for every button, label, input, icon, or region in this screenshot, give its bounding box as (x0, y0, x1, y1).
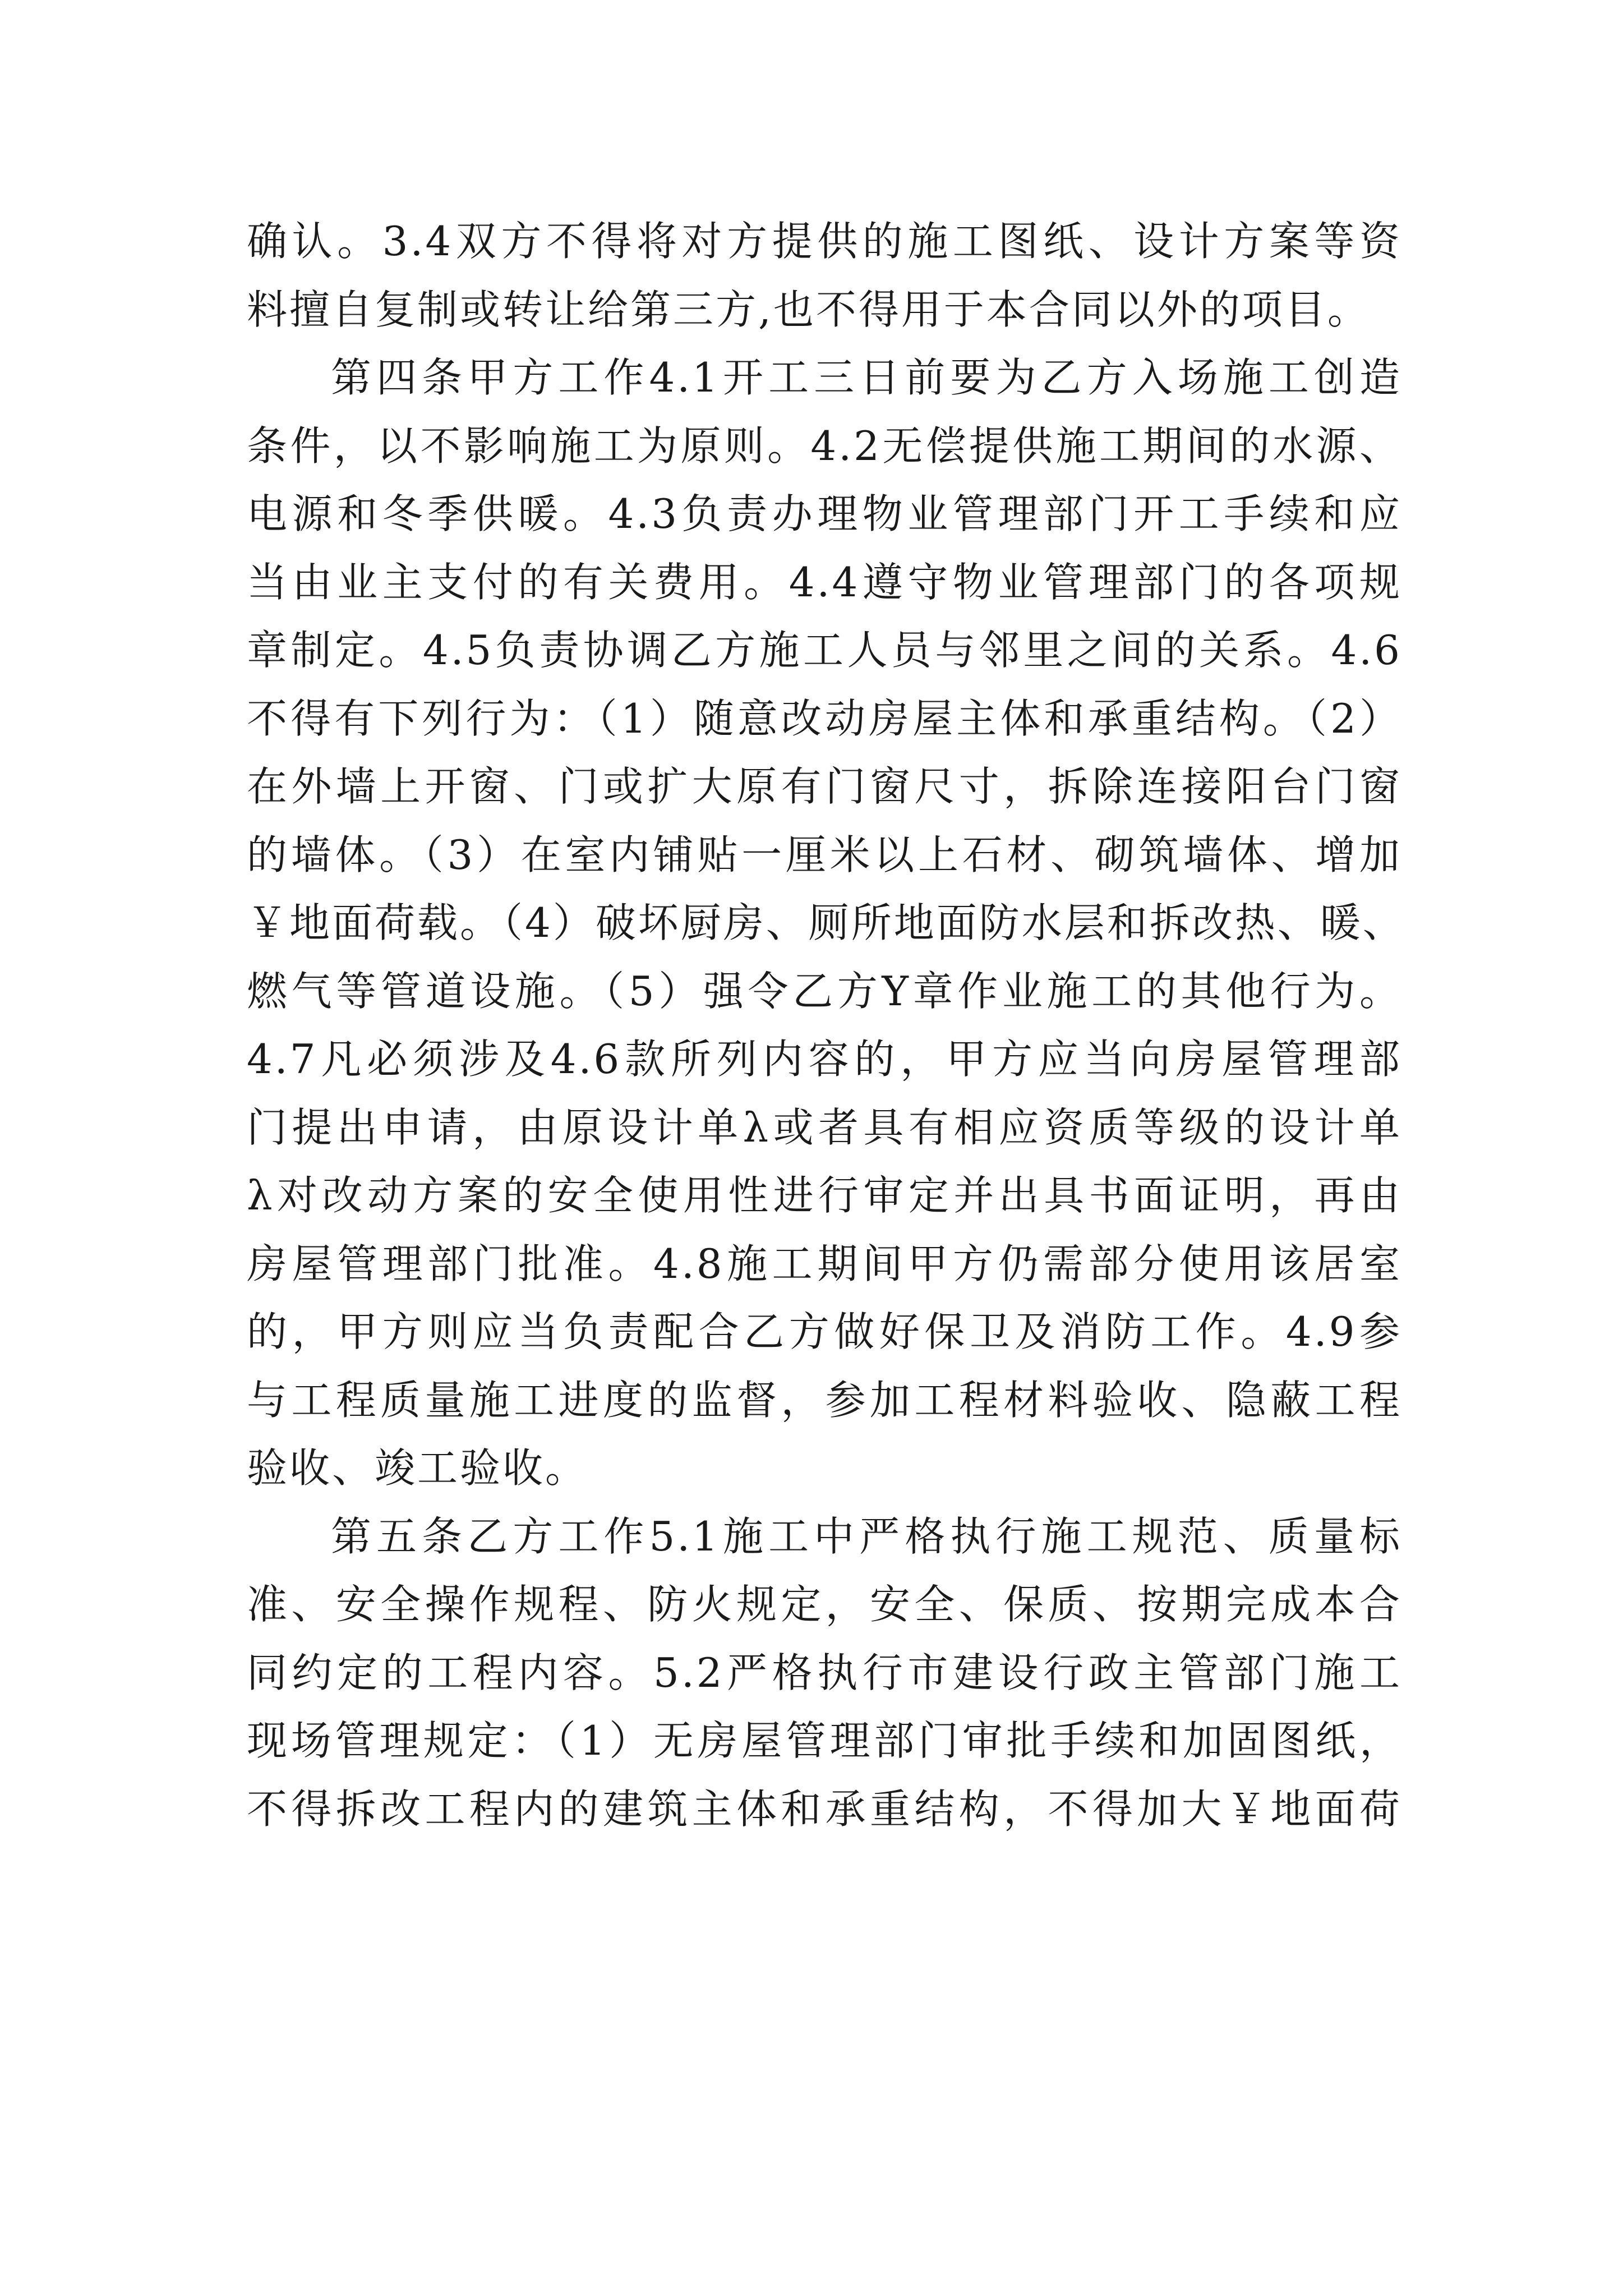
text-line: 确认。3.4双方不得将对方提供的施工图纸、设计方案等资 (247, 218, 1402, 265)
text-line: 的墙体。（3）在室内铺贴一厘米以上石材、砌筑墙体、增加 (247, 831, 1402, 878)
contract-body-text (247, 208, 1405, 1843)
text-line: λ对改动方案的安全使用性进行审定并出具书面证明，再由 (247, 1172, 1402, 1219)
text-line: 现场管理规定：（1）无房屋管理部门审批手续和加固图纸， (247, 1717, 1402, 1764)
text-line: 同约定的工程内容。5.2严格执行市建设行政主管部门施工 (247, 1649, 1402, 1696)
text-line: 验收、竣工验收。 (247, 1444, 588, 1492)
text-line: 在外墙上开窗、门或扩大原有门窗尺寸，拆除连接阳台门窗 (247, 763, 1402, 810)
text-line: 门提出申请，由原设计单λ或者具有相应资质等级的设计单 (247, 1103, 1402, 1151)
paragraph-article-4-start: 第四条甲方工作4.1开工三日前要为乙方入场施工创造 (331, 354, 1402, 401)
text-line: 当由业主支付的有关费用。4.4遵守物业管理部门的各项规 (247, 558, 1402, 606)
text-line: 4.7凡必须涉及4.6款所列内容的，甲方应当向房屋管理部 (247, 1036, 1402, 1083)
text-line: 条件，以不影响施工为原则。4.2无偿提供施工期间的水源、 (247, 422, 1402, 470)
text-line: 电源和冬季供暖。4.3负责办理物业管理部门开工手续和应 (247, 490, 1402, 537)
text-line: 不得有下列行为：（1）随意改动房屋主体和承重结构。（2） (247, 694, 1402, 742)
text-line: 房屋管理部门批准。4.8施工期间甲方仍需部分使用该居室 (247, 1240, 1402, 1287)
text-line: 章制定。4.5负责协调乙方施工人员与邻里之间的关系。4.6 (247, 627, 1402, 674)
text-line: 的，甲方则应当负责配合乙方做好保卫及消防工作。4.9参 (247, 1308, 1402, 1355)
paragraph-article-5-start: 第五条乙方工作5.1施工中严格执行施工规范、质量标 (331, 1512, 1402, 1560)
text-line: 准、安全操作规程、防火规定，安全、保质、按期完成本合 (247, 1581, 1402, 1628)
text-line: 燃气等管道设施。（5）强令乙方Y章作业施工的其他行为。 (247, 967, 1402, 1015)
text-line: 料擅自复制或转让给第三方,也不得用于本合同以外的项目。 (247, 286, 1370, 333)
text-line: 与工程质量施工进度的监督，参加工程材料验收、隐蔽工程 (247, 1376, 1402, 1424)
text-line: 不得拆改工程内的建筑主体和承重结构，不得加大￥地面荷 (247, 1785, 1402, 1833)
text-line: ￥地面荷载。（4）破坏厨房、厕所地面防水层和拆改热、暖、 (247, 899, 1405, 946)
